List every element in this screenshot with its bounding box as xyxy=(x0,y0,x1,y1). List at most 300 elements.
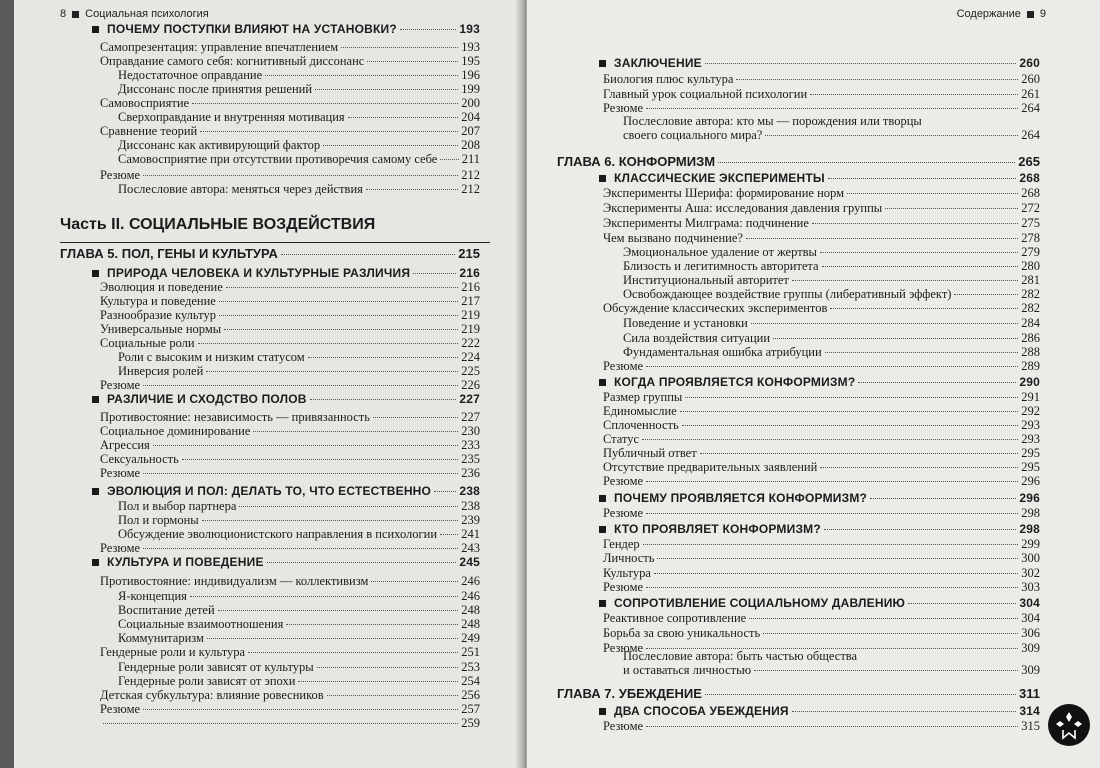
toc-page-number: 224 xyxy=(461,350,480,364)
toc-section-entry xyxy=(599,56,1040,70)
toc-entry-title: Гендерные роли зависят от культуры xyxy=(118,660,314,674)
toc-section-entry xyxy=(92,392,480,406)
toc-entry-title: Самовосприятие xyxy=(100,96,190,110)
toc-entry xyxy=(100,54,480,69)
toc-chapter-entry xyxy=(557,154,1040,169)
toc-page-number: 275 xyxy=(1021,216,1040,230)
toc-entry-title: Детская субкультура: влияние ровесников xyxy=(100,688,324,702)
toc-entry xyxy=(100,410,480,425)
toc-entry-title: Резюме xyxy=(603,474,644,488)
leader-dots xyxy=(253,431,458,432)
toc-entry xyxy=(603,301,1040,316)
leader-dots xyxy=(828,178,1017,179)
leader-dots xyxy=(643,544,1019,545)
toc-entry-title: Сила воздействия ситуации xyxy=(623,331,771,345)
leader-dots xyxy=(281,254,455,255)
toc-page-number: 290 xyxy=(1019,375,1040,389)
toc-entry-title: Эксперименты Милграма: подчинение xyxy=(603,216,809,230)
toc-entry-title: Поведение и установки xyxy=(623,316,748,330)
square-bullet-icon xyxy=(599,175,606,182)
leader-dots xyxy=(348,117,459,118)
toc-entry xyxy=(118,589,480,604)
toc-page-number: 246 xyxy=(461,574,480,588)
toc-entry-title: Отсутствие предварительных заявлений xyxy=(603,460,818,474)
toc-entry-title: Главный урок социальной психологии xyxy=(603,87,808,101)
toc-entry-title: КЛАССИЧЕСКИЕ ЭКСПЕРИМЕНТЫ xyxy=(614,171,825,185)
toc-entry-title: Борьба за свою уникальность xyxy=(603,626,761,640)
toc-page-number: 282 xyxy=(1021,301,1040,315)
toc-entry xyxy=(623,331,1040,346)
toc-page-number: 296 xyxy=(1021,474,1040,488)
leader-dots xyxy=(718,162,1015,163)
toc-entry-title: РАЗЛИЧИЕ И СХОДСТВО ПОЛОВ xyxy=(107,392,307,406)
toc-entry-title: ГЛАВА 5. ПОЛ, ГЕНЫ И КУЛЬТУРА xyxy=(60,246,278,261)
toc-page-number: 246 xyxy=(461,589,480,603)
toc-entry xyxy=(100,322,480,337)
toc-entry xyxy=(603,186,1040,201)
toc-entry xyxy=(603,418,1040,433)
leader-dots xyxy=(207,638,458,639)
toc-entry xyxy=(603,446,1040,461)
toc-section-entry xyxy=(599,704,1040,718)
toc-entry-title: Единомыслие xyxy=(603,404,677,418)
toc-entry-title: Часть II. СОЦИАЛЬНЫЕ ВОЗДЕЙСТВИЯ xyxy=(60,216,376,233)
leader-dots xyxy=(226,287,458,288)
toc-page-number: 253 xyxy=(461,660,480,674)
toc-page-number: 204 xyxy=(461,110,480,124)
leader-dots xyxy=(153,445,458,446)
leader-dots xyxy=(746,238,1018,239)
toc-page-number: 272 xyxy=(1021,201,1040,215)
toc-page-number: 260 xyxy=(1019,56,1040,70)
toc-entry xyxy=(603,87,1040,102)
chapter-rule xyxy=(60,242,490,243)
toc-page-number: 306 xyxy=(1021,626,1040,640)
toc-page-number: 304 xyxy=(1021,611,1040,625)
toc-entry-title: Резюме xyxy=(603,359,644,373)
leader-dots xyxy=(143,709,458,710)
toc-entry xyxy=(118,110,480,125)
toc-entry-title: КОГДА ПРОЯВЛЯЕТСЯ КОНФОРМИЗМ? xyxy=(614,375,856,389)
toc-page-number: 235 xyxy=(461,452,480,466)
leader-dots xyxy=(366,189,458,190)
toc-page-number: 265 xyxy=(1018,154,1040,169)
toc-entry-title: Агрессия xyxy=(100,438,150,452)
leader-dots xyxy=(265,75,458,76)
toc-entry xyxy=(100,124,480,139)
toc-page-number: 298 xyxy=(1019,522,1040,536)
leader-dots xyxy=(200,131,458,132)
toc-page-number: 211 xyxy=(461,152,480,166)
toc-page-number: 268 xyxy=(1019,171,1040,185)
square-bullet-icon xyxy=(599,379,606,386)
toc-entry-title: Личность xyxy=(603,551,655,565)
toc-section-entry xyxy=(599,522,1040,536)
toc-section-entry xyxy=(599,171,1040,185)
toc-page-number: 260 xyxy=(1021,72,1040,86)
toc-entry xyxy=(623,316,1040,331)
leader-dots xyxy=(646,108,1018,109)
toc-entry xyxy=(118,364,480,379)
toc-entry-title: Эволюция и поведение xyxy=(100,280,223,294)
toc-entry-title: Сверхоправдание и внутренняя мотивация xyxy=(118,110,345,124)
toc-entry-title: КТО ПРОЯВЛЯЕТ КОНФОРМИЗМ? xyxy=(614,522,821,536)
square-bullet-icon xyxy=(92,396,99,403)
leader-dots xyxy=(820,252,1018,253)
toc-entry xyxy=(118,631,480,646)
toc-page-number: 268 xyxy=(1021,186,1040,200)
toc-page-number: 299 xyxy=(1021,537,1040,551)
toc-entry xyxy=(623,273,1040,288)
toc-page-number: 282 xyxy=(1021,287,1040,301)
leader-dots xyxy=(680,411,1019,412)
toc-entry-title: Обсуждение классических экспериментов xyxy=(603,301,828,315)
toc-entry xyxy=(100,308,480,323)
leader-dots xyxy=(682,425,1019,426)
toc-section-entry xyxy=(92,555,480,569)
toc-entry xyxy=(100,574,480,589)
toc-page-number: 251 xyxy=(461,645,480,659)
toc-entry-title: Противостояние: независимость — привязанность xyxy=(100,410,370,424)
toc-page-number: 249 xyxy=(461,631,480,645)
toc-page-number: 302 xyxy=(1021,566,1040,580)
toc-page-number: 216 xyxy=(459,266,480,280)
page-number: 9 xyxy=(1039,8,1046,20)
toc-entry-title: Инверсия ролей xyxy=(118,364,204,378)
leader-dots xyxy=(371,581,458,582)
leader-dots xyxy=(143,548,458,549)
toc-page-number: 238 xyxy=(461,499,480,513)
toc-entry xyxy=(100,168,480,183)
toc-entry xyxy=(603,359,1040,374)
toc-page-number: 284 xyxy=(1021,316,1040,330)
toc-entry-title: Эксперименты Шерифа: формирование норм xyxy=(603,186,844,200)
toc-entry xyxy=(118,499,480,514)
toc-page-number: 278 xyxy=(1021,231,1040,245)
toc-entry-title: Реактивное сопротивление xyxy=(603,611,747,625)
leader-dots xyxy=(749,618,1018,619)
leader-dots xyxy=(870,498,1016,499)
toc-entry-line: Послесловие автора: быть частью общества xyxy=(623,649,858,663)
toc-page-number: 311 xyxy=(1019,686,1040,701)
toc-page-number: 304 xyxy=(1019,596,1040,610)
leader-dots xyxy=(700,453,1019,454)
watermark-logo-icon xyxy=(1048,704,1090,746)
leader-dots xyxy=(315,89,458,90)
toc-entry-title: ПРИРОДА ЧЕЛОВЕКА И КУЛЬТУРНЫЕ РАЗЛИЧИЯ xyxy=(107,266,411,280)
leader-dots xyxy=(773,338,1018,339)
toc-entry-title: Коммунитаризм xyxy=(118,631,204,645)
toc-entry-title: Социальные роли xyxy=(100,336,195,350)
toc-page-number: 248 xyxy=(461,617,480,631)
leader-dots xyxy=(224,329,458,330)
toc-entry-title: Институциональный авторитет xyxy=(623,273,789,287)
square-bullet-icon xyxy=(599,708,606,715)
toc-entry xyxy=(118,617,480,632)
toc-entry xyxy=(603,390,1040,405)
leader-dots xyxy=(792,711,1017,712)
leader-dots xyxy=(341,47,458,48)
toc-entry xyxy=(118,527,480,542)
toc-entry xyxy=(623,663,1040,678)
toc-entry-title: Резюме xyxy=(603,641,644,655)
toc-page-number: 222 xyxy=(461,336,480,350)
leader-dots xyxy=(190,596,458,597)
toc-entry xyxy=(100,541,480,556)
toc-page-number: 217 xyxy=(461,294,480,308)
toc-entry-title: Близость и легитимность авторитета xyxy=(623,259,819,273)
leader-dots xyxy=(413,273,456,274)
leader-dots xyxy=(654,573,1018,574)
toc-entry xyxy=(603,201,1040,216)
toc-page-number: 280 xyxy=(1021,259,1040,273)
toc-entry xyxy=(603,231,1040,246)
leader-dots xyxy=(657,558,1018,559)
toc-entry-title: Сплоченность xyxy=(603,418,679,432)
leader-dots xyxy=(192,103,458,104)
square-icon xyxy=(72,11,79,18)
toc-entry xyxy=(603,72,1040,87)
toc-entry-title: ГЛАВА 7. УБЕЖДЕНИЕ xyxy=(557,686,702,701)
toc-entry xyxy=(623,259,1040,274)
toc-entry-title: Диссонанс как активирующий фактор xyxy=(118,138,321,152)
leader-dots xyxy=(825,352,1019,353)
toc-section-entry xyxy=(599,375,1040,389)
toc-page-number: 248 xyxy=(461,603,480,617)
toc-page-number: 241 xyxy=(461,527,480,541)
toc-entry-title: Резюме xyxy=(100,168,141,182)
toc-entry xyxy=(623,128,1040,143)
toc-entry-title: Резюме xyxy=(100,702,141,716)
leader-dots xyxy=(885,208,1018,209)
leader-dots xyxy=(908,603,1016,604)
leader-dots xyxy=(202,520,459,521)
toc-entry-title: Обсуждение эволюционистского направления в психологии xyxy=(118,527,438,541)
toc-entry-title: Эксперименты Аша: исследования давления группы xyxy=(603,201,883,215)
toc-entry xyxy=(623,287,1040,302)
leader-dots xyxy=(103,723,458,724)
toc-entry xyxy=(100,452,480,467)
toc-entry-title: Воспитание детей xyxy=(118,603,215,617)
toc-entry-title: Самопрезентация: управление впечатлением xyxy=(100,40,339,54)
toc-page-number: 239 xyxy=(461,513,480,527)
toc-entry-title: ЗАКЛЮЧЕНИЕ xyxy=(614,56,702,70)
toc-entry xyxy=(118,513,480,528)
toc-page-number: 215 xyxy=(458,246,480,261)
leader-dots xyxy=(847,193,1018,194)
toc-entry xyxy=(603,216,1040,231)
leader-dots xyxy=(323,145,458,146)
toc-section-entry xyxy=(92,484,480,498)
toc-page-number: 207 xyxy=(461,124,480,138)
toc-entry xyxy=(118,68,480,83)
toc-entry-title: и оставаться личностью xyxy=(623,663,752,677)
toc-page-number: 309 xyxy=(1021,663,1040,677)
toc-entry-title: ДВА СПОСОБА УБЕЖДЕНИЯ xyxy=(614,704,789,718)
toc-entry xyxy=(603,551,1040,566)
leader-dots xyxy=(705,694,1016,695)
toc-entry xyxy=(603,566,1040,581)
leader-dots xyxy=(646,726,1018,727)
leader-dots xyxy=(239,506,458,507)
leader-dots xyxy=(434,491,456,492)
toc-page-number: 264 xyxy=(1021,128,1040,142)
toc-page-number: 289 xyxy=(1021,359,1040,373)
leader-dots xyxy=(824,529,1016,530)
toc-page-number: 245 xyxy=(459,555,480,569)
leader-dots xyxy=(440,159,458,160)
toc-page-number: 208 xyxy=(461,138,480,152)
leader-dots xyxy=(298,681,458,682)
toc-entry xyxy=(118,603,480,618)
left-page xyxy=(14,0,520,768)
toc-page-number: 286 xyxy=(1021,331,1040,345)
toc-entry xyxy=(100,716,480,731)
leader-dots xyxy=(327,695,459,696)
toc-entry-title: ЭВОЛЮЦИЯ И ПОЛ: ДЕЛАТЬ ТО, ЧТО ЕСТЕСТВЕННО xyxy=(107,484,432,498)
toc-section-entry xyxy=(92,266,480,280)
toc-page-number: 257 xyxy=(461,702,480,716)
toc-page-number: 212 xyxy=(461,182,480,196)
toc-entry xyxy=(100,438,480,453)
toc-entry-title: Пол и выбор партнера xyxy=(118,499,237,513)
leader-dots xyxy=(267,562,457,563)
toc-page-number: 295 xyxy=(1021,460,1040,474)
toc-page-number: 195 xyxy=(461,54,480,68)
leader-dots xyxy=(646,587,1018,588)
toc-entry-title: Оправдание самого себя: когнитивный диссонанс xyxy=(100,54,365,68)
toc-entry xyxy=(603,460,1040,475)
toc-entry xyxy=(100,280,480,295)
toc-entry xyxy=(623,345,1040,360)
toc-entry xyxy=(118,152,480,167)
right-page xyxy=(527,0,1100,768)
toc-entry-title: Универсальные нормы xyxy=(100,322,222,336)
toc-entry-title: Культура и поведение xyxy=(100,294,216,308)
leader-dots xyxy=(286,624,458,625)
toc-entry-title: Резюме xyxy=(603,506,644,520)
toc-entry xyxy=(603,611,1040,626)
page-header-left xyxy=(60,8,209,20)
leader-dots xyxy=(206,371,458,372)
leader-dots xyxy=(792,280,1018,281)
toc-entry xyxy=(603,474,1040,489)
toc-entry-title: Резюме xyxy=(100,541,141,555)
leader-dots xyxy=(218,610,459,611)
leader-dots xyxy=(736,79,1018,80)
leader-dots xyxy=(143,473,458,474)
toc-entry-title: Послесловие автора: меняться через действия xyxy=(118,182,363,196)
toc-entry xyxy=(623,245,1040,260)
toc-entry-title: Роли с высоким и низким статусом xyxy=(118,350,305,364)
leader-dots xyxy=(810,94,1018,95)
leader-dots xyxy=(646,513,1018,514)
toc-entry-title: Противостояние: индивидуализм — коллективизм xyxy=(100,574,369,588)
toc-page-number: 196 xyxy=(461,68,480,82)
toc-entry-title: Статус xyxy=(603,432,640,446)
toc-entry xyxy=(100,688,480,703)
toc-entry-title: Социальные взаимоотношения xyxy=(118,617,284,631)
toc-entry xyxy=(603,404,1040,419)
toc-entry-title: Пол и гормоны xyxy=(118,513,199,527)
toc-page-number: 216 xyxy=(461,280,480,294)
toc-page-number: 226 xyxy=(461,378,480,392)
toc-page-number: 295 xyxy=(1021,446,1040,460)
page-number: 8 xyxy=(60,8,67,20)
toc-page-number: 293 xyxy=(1021,418,1040,432)
leader-dots xyxy=(198,343,459,344)
toc-entry-title: Резюме xyxy=(603,101,644,115)
leader-dots xyxy=(400,29,456,30)
toc-section-entry xyxy=(599,596,1040,610)
leader-dots xyxy=(317,667,459,668)
toc-entry-title: Чем вызвано подчинение? xyxy=(603,231,743,245)
toc-section-entry xyxy=(92,22,480,36)
toc-chapter-entry xyxy=(60,246,480,261)
leader-dots xyxy=(646,481,1018,482)
toc-entry-line: Послесловие автора: кто мы — порождения или творцы xyxy=(623,114,922,128)
toc-entry-title: Резюме xyxy=(100,466,141,480)
toc-entry-title: ПОЧЕМУ ПОСТУПКИ ВЛИЯЮТ НА УСТАНОВКИ? xyxy=(107,22,397,36)
square-bullet-icon xyxy=(599,495,606,502)
toc-entry-title: Самовосприятие при отсутствии противоречия самому себе xyxy=(118,152,438,166)
toc-entry xyxy=(118,82,480,97)
toc-entry xyxy=(100,336,480,351)
toc-page-number: 212 xyxy=(461,168,480,182)
toc-entry-title: Диссонанс после принятия решений xyxy=(118,82,313,96)
page-header-right xyxy=(957,8,1046,20)
toc-entry xyxy=(100,294,480,309)
toc-page-number: 227 xyxy=(459,392,480,406)
toc-entry-title: Гендер xyxy=(603,537,640,551)
toc-entry xyxy=(100,645,480,660)
leader-dots xyxy=(685,397,1018,398)
leader-dots xyxy=(642,439,1018,440)
toc-entry xyxy=(100,702,480,717)
toc-entry-title: ПОЧЕМУ ПРОЯВЛЯЕТСЯ КОНФОРМИЗМ? xyxy=(614,491,868,505)
leader-dots xyxy=(646,366,1018,367)
toc-page-number: 254 xyxy=(461,674,480,688)
toc-entry-title: Размер группы xyxy=(603,390,683,404)
toc-entry-title: СОПРОТИВЛЕНИЕ СОЦИАЛЬНОМУ ДАВЛЕНИЮ xyxy=(614,596,906,610)
toc-page-number: 227 xyxy=(461,410,480,424)
toc-entry-title: Сравнение теорий xyxy=(100,124,198,138)
toc-page-number: 238 xyxy=(459,484,480,498)
square-bullet-icon xyxy=(599,60,606,67)
toc-page-number: 193 xyxy=(461,40,480,54)
toc-entry-title: Эмоциональное удаление от жертвы xyxy=(623,245,817,259)
toc-page-number: 243 xyxy=(461,541,480,555)
toc-page-number: 199 xyxy=(461,82,480,96)
square-bullet-icon xyxy=(599,600,606,607)
leader-dots xyxy=(219,315,458,316)
toc-entry xyxy=(100,378,480,393)
toc-entry-title: Недостаточное оправдание xyxy=(118,68,263,82)
toc-page-number: 279 xyxy=(1021,245,1040,259)
toc-entry xyxy=(118,182,480,197)
toc-entry-title: Социальное доминирование xyxy=(100,424,251,438)
leader-dots xyxy=(440,534,458,535)
toc-page-number: 291 xyxy=(1021,390,1040,404)
running-title: Содержание xyxy=(956,8,1021,20)
toc-page-number: 300 xyxy=(1021,551,1040,565)
square-bullet-icon xyxy=(92,270,99,277)
toc-page-number: 219 xyxy=(461,308,480,322)
toc-entry xyxy=(603,626,1040,641)
toc-page-number: 292 xyxy=(1021,404,1040,418)
leader-dots xyxy=(248,652,458,653)
toc-entry xyxy=(603,537,1040,552)
